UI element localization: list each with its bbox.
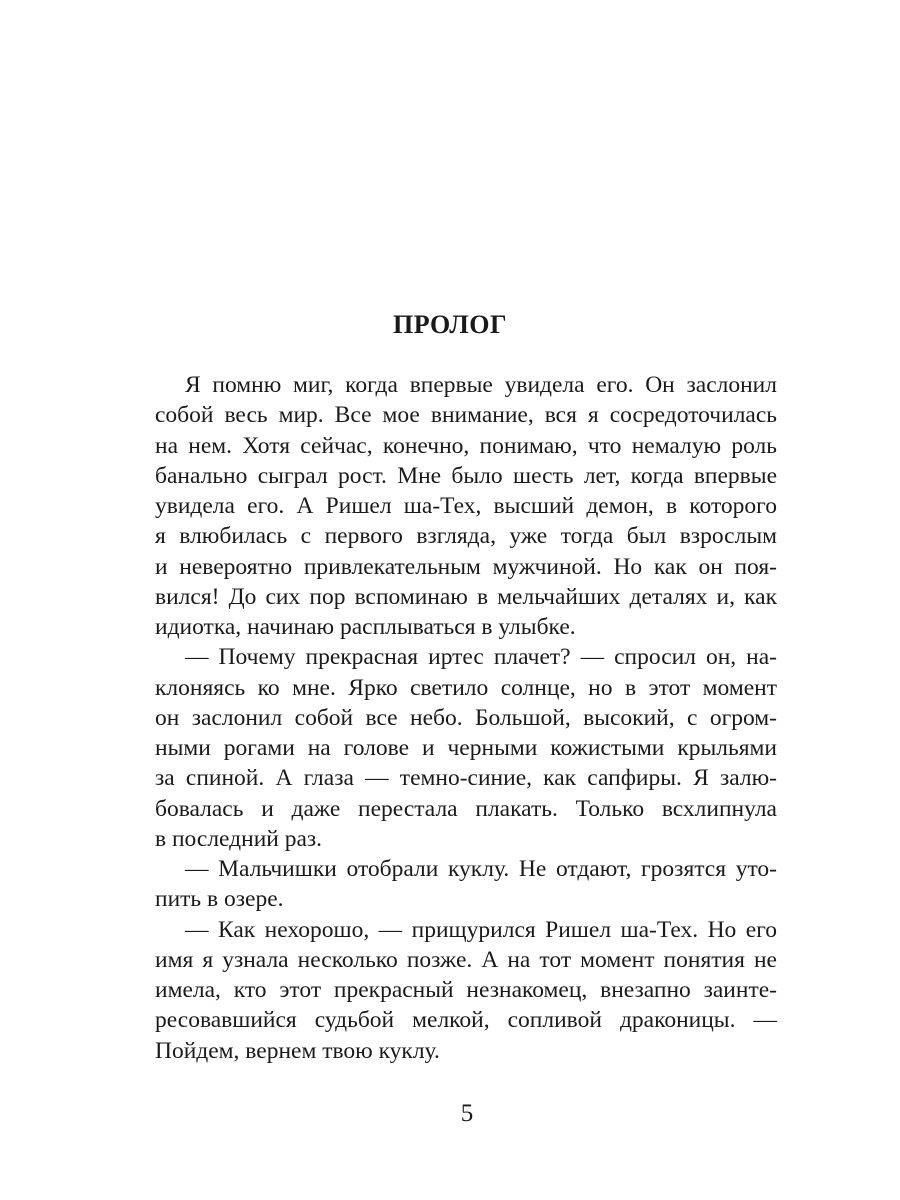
text-line: за спиной. А глаза — темно-синие, как сапфиры. Я залю- bbox=[155, 765, 777, 792]
paragraph bbox=[155, 854, 777, 915]
text-line: бовалась и даже перестала плакать. Только всхлипнула bbox=[155, 795, 777, 822]
chapter-title: ПРОЛОГ bbox=[392, 310, 508, 339]
text-line: собой весь мир. Все мое внимание, вся я сосредоточилась bbox=[155, 402, 777, 429]
text-line: — Почему прекрасная иртес плачет? — спросил он, на- bbox=[185, 644, 777, 671]
paragraph bbox=[155, 915, 777, 1066]
text-line: идиотка, начинаю расплываться в улыбке. bbox=[155, 614, 576, 640]
text-line: Пойдем, вернем твою куклу. bbox=[155, 1037, 440, 1064]
text-line: банально сыграл рост. Мне было шесть лет, когда впервые bbox=[155, 462, 777, 489]
text-line: — Мальчишки отобрали куклу. Не отдают, грозятся уто- bbox=[185, 856, 777, 882]
page-number: 5 bbox=[460, 1100, 474, 1127]
text-line: — Как нехорошо, — прищурился Ришел ша-Тех. Но его bbox=[185, 916, 777, 943]
text-line: в последний раз. bbox=[155, 825, 323, 852]
text-line: ными рогами на голове и черными кожистыми крыльями bbox=[155, 735, 777, 761]
text-line: он заслонил собой все небо. Большой, высокий, с огром- bbox=[155, 704, 777, 731]
paragraph bbox=[155, 642, 777, 854]
paragraph bbox=[155, 370, 777, 642]
text-line: пить в озере. bbox=[155, 886, 284, 913]
text-line: увидела его. А Ришел ша-Тех, высший демон, в которого bbox=[155, 493, 777, 519]
text-line: ресовавшийся судьбой мелкой, сопливой драконицы. — bbox=[155, 1007, 777, 1034]
text-line: Я помню миг, когда впервые увидела его. Он заслонил bbox=[185, 372, 777, 398]
text-line: на нем. Хотя сейчас, конечно, понимаю, что немалую роль bbox=[155, 432, 777, 459]
text-line: клоняясь ко мне. Ярко светило солнце, но в этот момент bbox=[155, 674, 777, 701]
body-text bbox=[155, 370, 777, 1066]
text-line: вился! До сих пор вспоминаю в мельчайших деталях и, как bbox=[155, 583, 777, 610]
text-line: я влюбилась с первого взгляда, уже тогда был взрослым bbox=[155, 523, 777, 550]
text-line: имя я узнала несколько позже. А на тот момент понятия не bbox=[155, 946, 777, 973]
text-line: и невероятно привлекательным мужчиной. Но как он поя- bbox=[155, 553, 777, 580]
text-line: имела, кто этот прекрасный незнакомец, внезапно заинте- bbox=[155, 977, 777, 1003]
